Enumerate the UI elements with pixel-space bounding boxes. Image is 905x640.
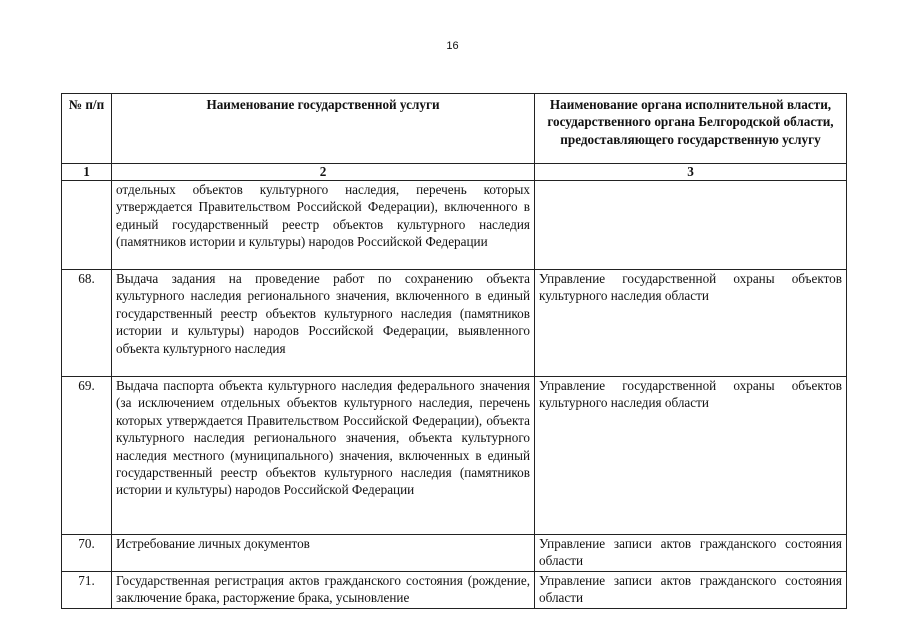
header-authority: Наименование органа исполнительной власти, государственного органа Белгородской области, предоставляющего государственную услугу [535, 94, 847, 164]
row-number: 68. [62, 270, 112, 377]
table-row [62, 572, 847, 609]
column-number: 3 [535, 164, 847, 181]
authority-name: Управление записи актов гражданского состояния области [535, 572, 847, 609]
table-row [62, 181, 847, 270]
authority-name: Управление государственной охраны объектов культурного наследия области [535, 377, 847, 535]
authority-name: Управление государственной охраны объектов культурного наследия области [535, 270, 847, 377]
service-name: Государственная регистрация актов гражданского состояния (рождение, заключение брака, расторжение брака, усыновление [112, 572, 535, 609]
row-number: 69. [62, 377, 112, 535]
table-row [62, 535, 847, 572]
service-name: Выдача задания на проведение работ по сохранению объекта культурного наследия регионального значения, включенного в единый государственный реестр объектов культурного наследия (памятников истории и культуры) народов Российской Федерации, выявленного объекта культурного наследия [112, 270, 535, 377]
row-number: 71. [62, 572, 112, 609]
service-name: Выдача паспорта объекта культурного наследия федерального значения (за исключением отдельных объектов культурного наследия, перечень которых утверждается Правительством Российской Федерации), объекта культурного наследия регионального значения, объекта культурного наследия местного (муниципального) значения, включенных в единый государственный реестр объектов культурного наследия (памятников истории и культуры) народов Российской Федерации [112, 377, 535, 535]
column-number-row [62, 164, 847, 181]
authority-name [535, 181, 847, 270]
service-name: Истребование личных документов [112, 535, 535, 572]
page-number: 16 [446, 40, 459, 52]
column-number: 2 [112, 164, 535, 181]
table-header-row [62, 94, 847, 164]
header-service: Наименование государственной услуги [112, 94, 535, 164]
services-table [61, 93, 847, 609]
table-row [62, 270, 847, 377]
header-number: № п/п [62, 94, 112, 164]
column-number: 1 [62, 164, 112, 181]
table-row [62, 377, 847, 535]
service-name: отдельных объектов культурного наследия, перечень которых утверждается Правительством Российской Федерации), включенного в единый государственный реестр объектов культурного наследия (памятников истории и культуры) народов Российской Федерации [112, 181, 535, 270]
row-number [62, 181, 112, 270]
row-number: 70. [62, 535, 112, 572]
authority-name: Управление записи актов гражданского состояния области [535, 535, 847, 572]
